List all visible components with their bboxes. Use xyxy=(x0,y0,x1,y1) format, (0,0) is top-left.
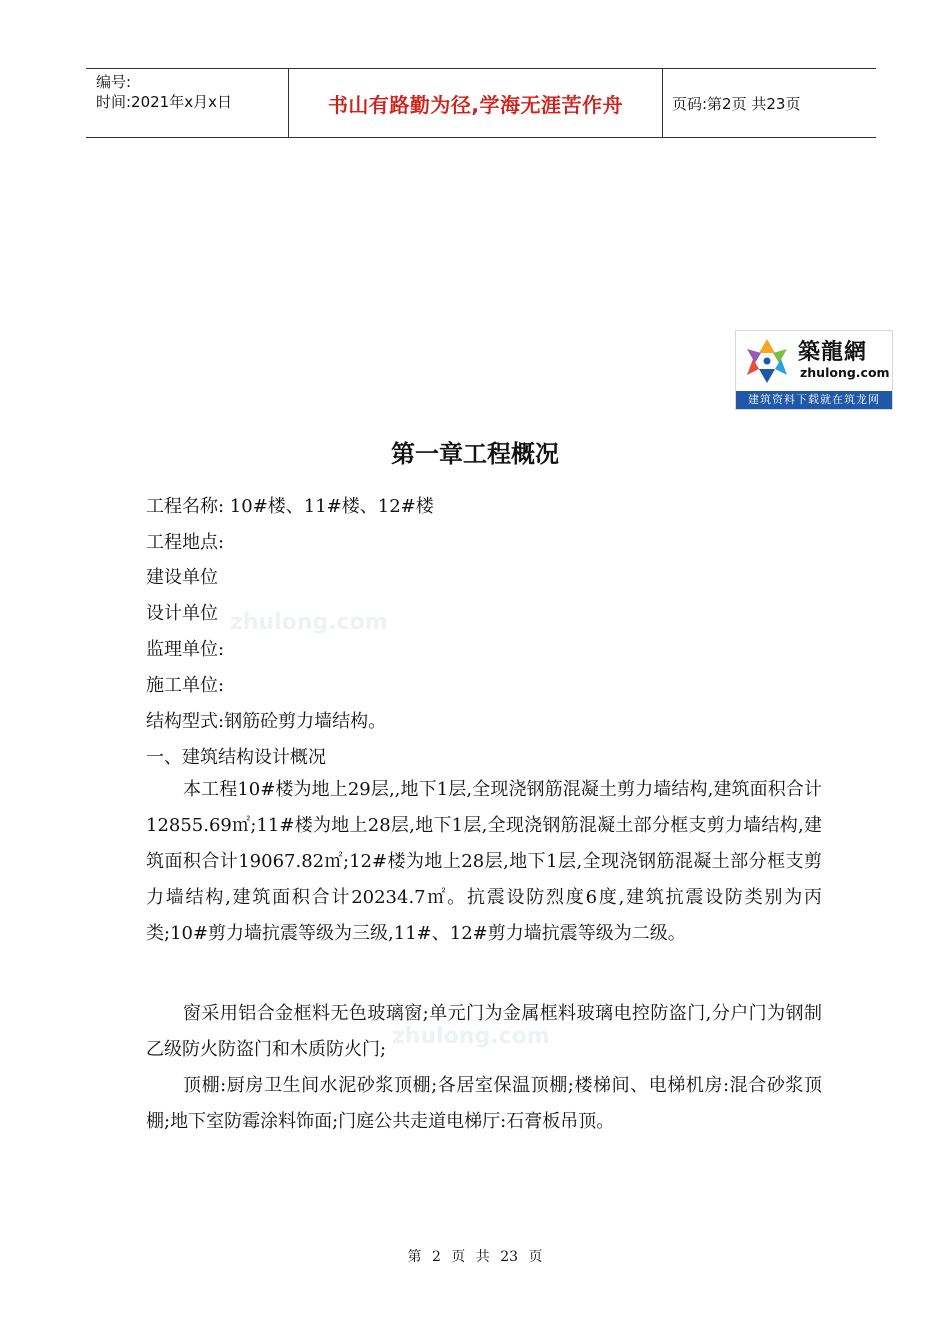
paragraph-structure-overview: 本工程10#楼为地上29层,,地下1层,全现浇钢筋混凝土剪力墙结构,建筑面积合计12855.69㎡;11#楼为地上28层,地下1层,全现浇钢筋混凝土部分框支剪力墙结构,建筑面积合计19067.82㎡;12#楼为地上28层,地下1层,全现浇钢筋混凝土部分框支剪力墙结构,建筑面积合计20234.7㎡。抗震设防烈度6度,建筑抗震设防类别为丙类;10#剪力墙抗震等级为三级,11#、12#剪力墙抗震等级为二级。 xyxy=(146,779,822,944)
field-builder-unit: 施工单位: xyxy=(146,675,225,696)
field-project-location: 工程地点: xyxy=(146,532,225,553)
header-meta-cell xyxy=(86,69,288,137)
header-page-info: 页码:第2页 共23页 xyxy=(672,94,801,113)
watermark: zhulong.com xyxy=(392,1024,550,1049)
watermark: zhulong.com xyxy=(230,610,388,635)
field-structure-type: 结构型式:钢筋砼剪力墙结构。 xyxy=(146,711,387,732)
field-construction-unit: 建设单位 xyxy=(146,567,218,588)
page-footer: 第 2 页 共 23 页 xyxy=(407,1249,543,1265)
document-number-label: 编号: xyxy=(96,73,132,91)
header-motto-cell xyxy=(288,69,663,137)
logo-domain: zhulong.com xyxy=(800,365,890,380)
paragraph-ceilings: 顶棚:厨房卫生间水泥砂浆顶棚;各居室保温顶棚;楼梯间、电梯机房:混合砂浆顶棚;地下室防霉涂料饰面;门庭公共走道电梯厅:石膏板吊顶。 xyxy=(146,1075,822,1132)
paragraph-windows-doors: 窗采用铝合金框料无色玻璃窗;单元门为金属框料玻璃电控防盗门,分户门为钢制乙级防火防盗门和木质防火门; xyxy=(146,1003,822,1060)
logo-slogan: 建筑资料下载就在筑龙网 xyxy=(736,391,892,409)
field-project-name: 工程名称: 10#楼、11#楼、12#楼 xyxy=(146,496,434,517)
section-heading: 一、建筑结构设计概况 xyxy=(146,747,326,768)
chapter-title: 第一章工程概况 xyxy=(391,440,559,468)
field-supervision-unit: 监理单位: xyxy=(146,639,225,660)
zhulong-logo xyxy=(735,330,893,410)
header-motto: 书山有路勤为径,学海无涯苦作舟 xyxy=(327,92,624,117)
page-header xyxy=(86,68,876,138)
document-time-label: 时间:2021年x月x日 xyxy=(96,93,232,111)
field-design-unit: 设计单位 xyxy=(146,603,218,624)
zhulong-flower-icon xyxy=(739,335,795,387)
header-page-cell xyxy=(662,69,876,137)
logo-name-cn: 築龍網 xyxy=(798,340,868,365)
